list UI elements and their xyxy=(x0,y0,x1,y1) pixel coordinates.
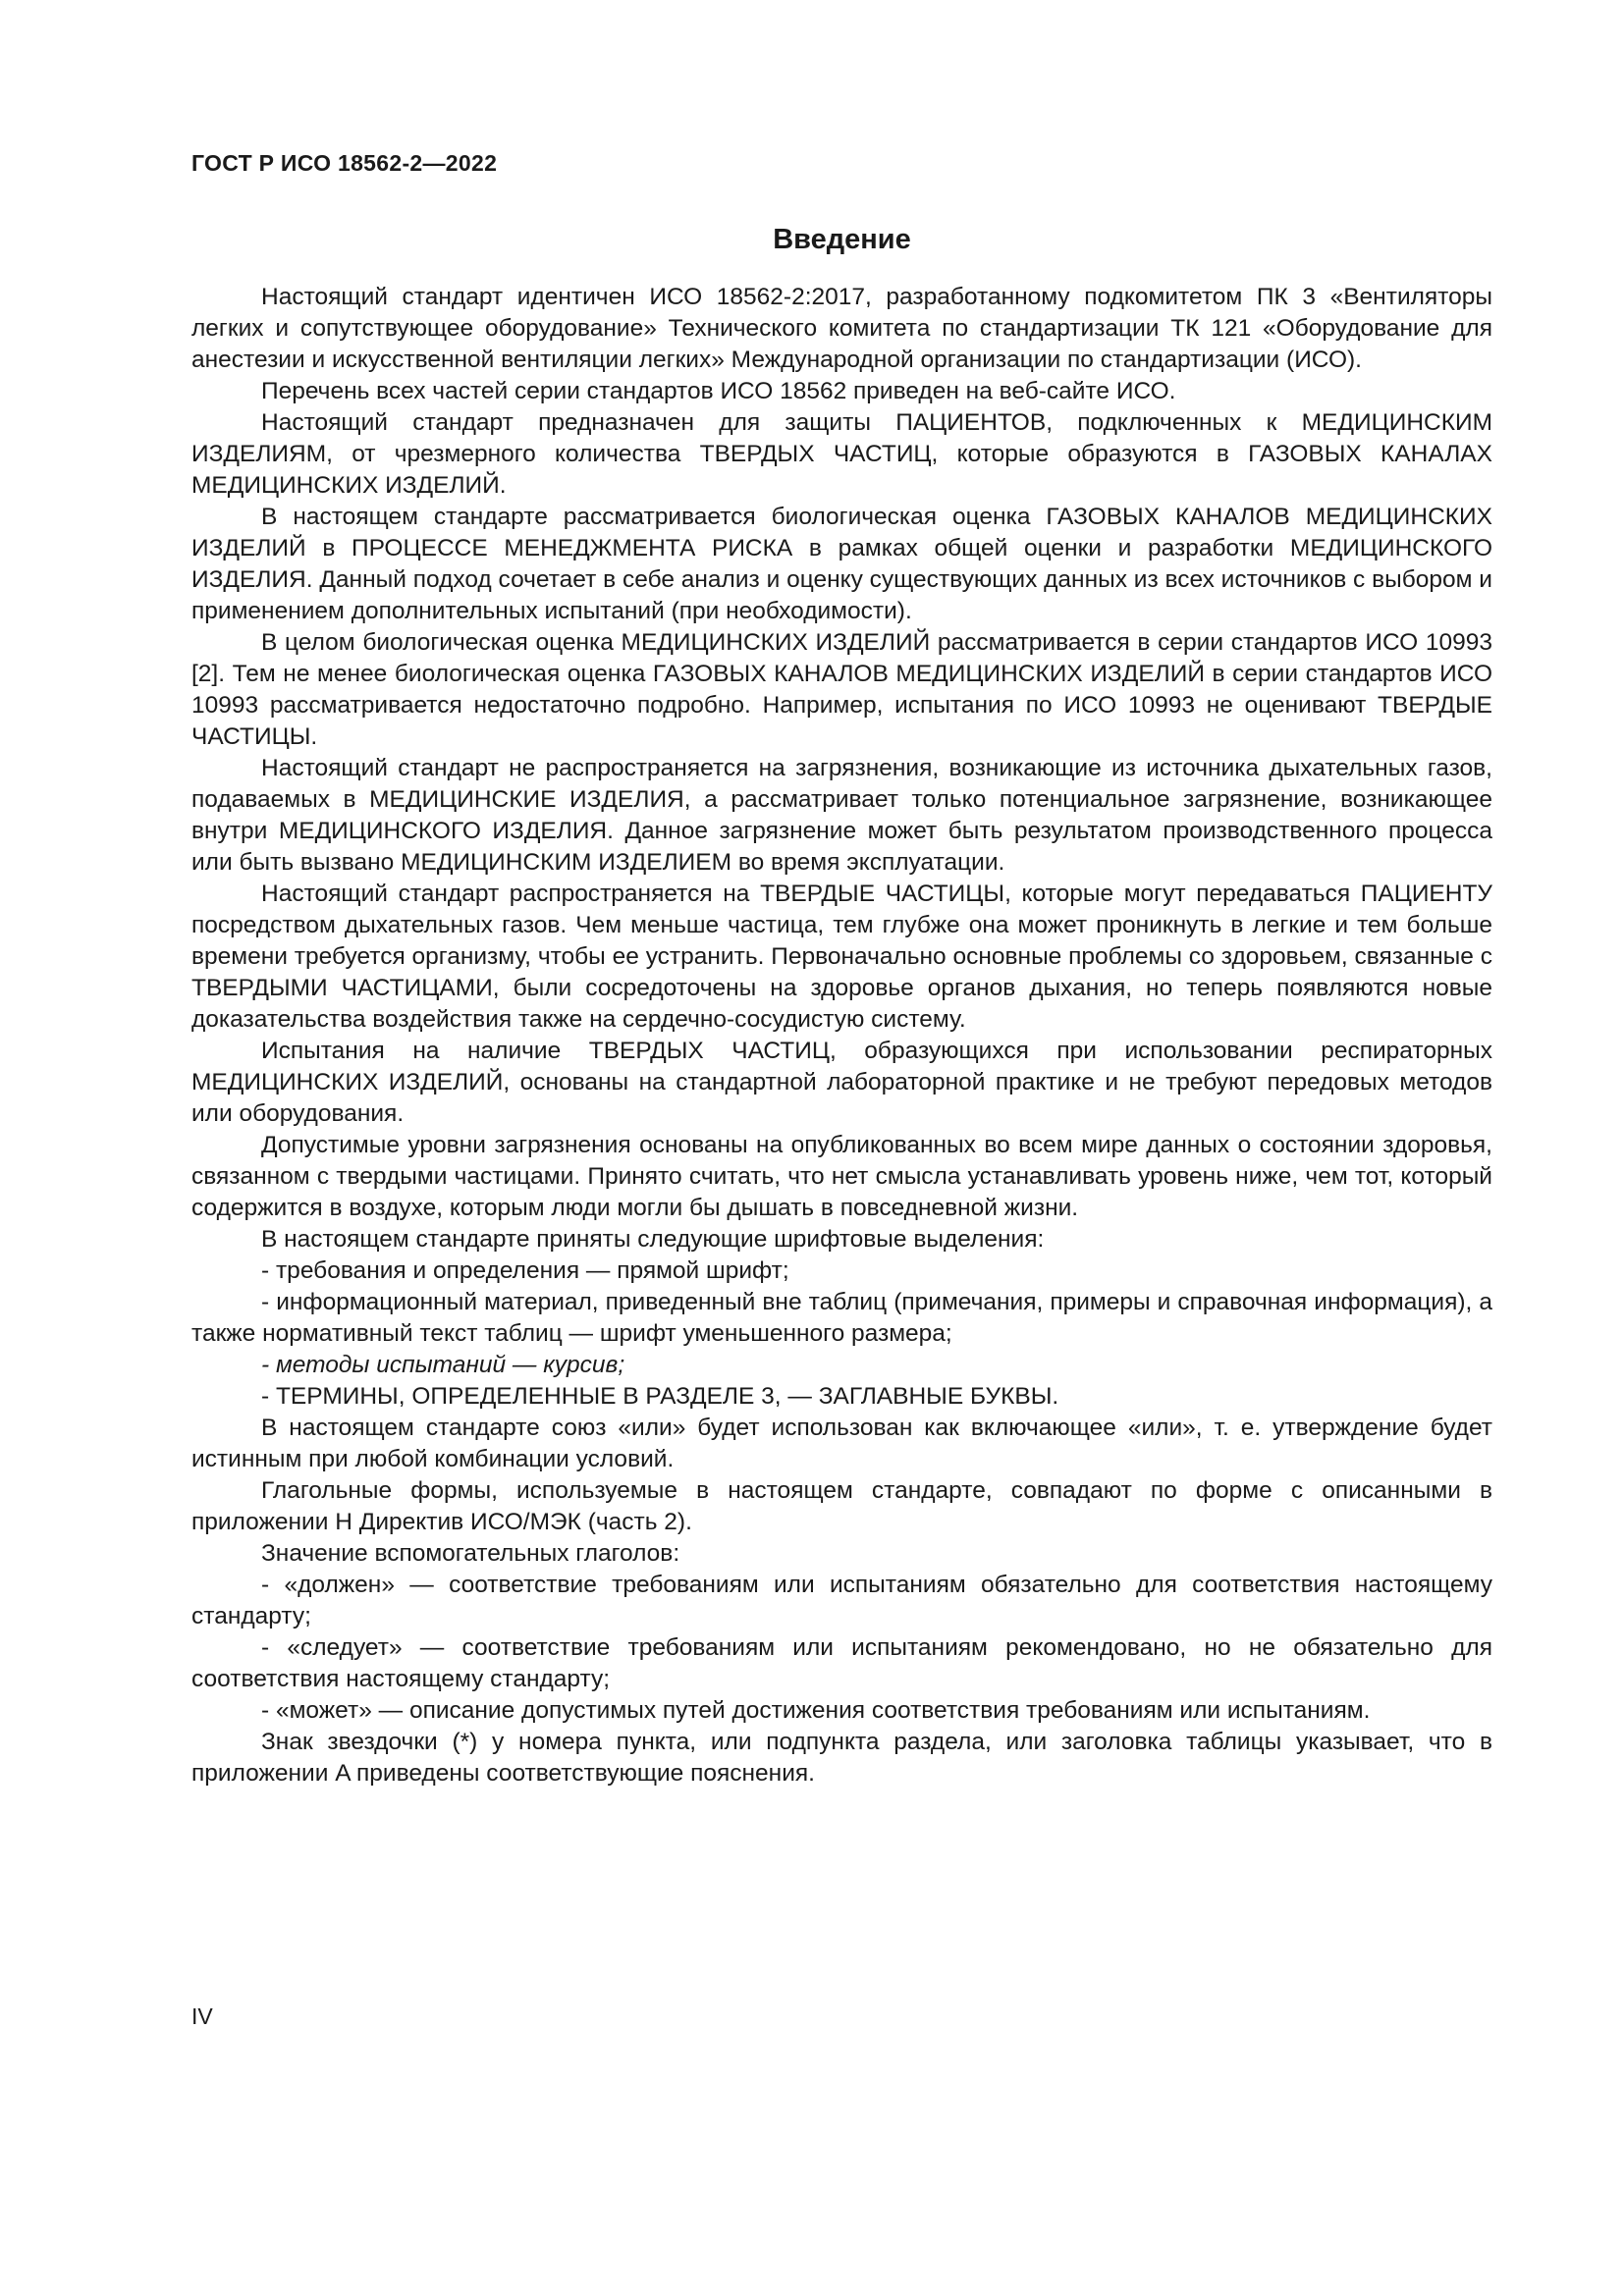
list-item-italic-font: - методы испытаний — курсив; xyxy=(261,1352,625,1378)
paragraph-or-conjunction: В настоящем стандарте союз «или» будет использован как включающее «или», т. е. утверждение будет истинным при любой комбинации условий. xyxy=(191,1415,1492,1472)
paragraph-verbal-forms: Глагольные формы, используемые в настоящем стандарте, совпадают по форме с описанными в приложении H Директив ИСО/МЭК (часть 2). xyxy=(191,1477,1492,1535)
paragraph-particulate-matter: Настоящий стандарт распространяется на ТВЕРДЫЕ ЧАСТИЦЫ, которые могут передаваться ПАЦИЕНТУ посредством дыхательных газов. Чем меньше частица, тем глубже она может проникнуть в легкие и тем больше времени требуется организму, чтобы ее устранить. Первоначально основные проблемы со здоровьем, связанные с ТВЕРДЫМИ ЧАСТИЦАМИ, были сосредоточены на здоровье органов дыхания, но теперь появляются новые доказательства воздействия также на сердечно-сосудистую систему. xyxy=(191,881,1492,1033)
list-item-regular-font: - требования и определения — прямой шрифт; xyxy=(261,1257,789,1284)
introduction-body xyxy=(191,282,1492,1789)
paragraph-testing-practice: Испытания на наличие ТВЕРДЫХ ЧАСТИЦ, образующихся при использовании респираторных МЕДИЦИНСКИХ ИЗДЕЛИЙ, основаны на стандартной лабораторной практике и не требуют передовых методов или оборудования. xyxy=(191,1038,1492,1127)
paragraph-typography-intro: В настоящем стандарте приняты следующие шрифтовые выделения: xyxy=(261,1226,1045,1253)
paragraph-allowable-levels: Допустимые уровни загрязнения основаны на опубликованных во всем мире данных о состоянии здоровья, связанном с твердыми частицами. Принято считать, что нет смысла устанавливать уровень ниже, чем тот, который содержится в воздухе, которым люди могли бы дышать в повседневной жизни. xyxy=(191,1132,1492,1221)
paragraph-series-list: Перечень всех частей серии стандартов ИСО 18562 приведен на веб-сайте ИСО. xyxy=(261,378,1176,404)
paragraph-auxiliary-verbs: Значение вспомогательных глаголов: xyxy=(261,1540,680,1567)
list-item-should: - «следует» — соответствие требованиям или испытаниям рекомендовано, но не обязательно для соответствия настоящему стандарту; xyxy=(191,1634,1492,1692)
paragraph-biological-evaluation: В настоящем стандарте рассматривается биологическая оценка ГАЗОВЫХ КАНАЛОВ МЕДИЦИНСКИХ ИЗДЕЛИЙ в ПРОЦЕССЕ МЕНЕДЖМЕНТА РИСКА в рамках общей оценки и разработки МЕДИЦИНСКОГО ИЗДЕЛИЯ. Данный подход сочетает в себе анализ и оценку существующих данных из всех источников с выбором и применением дополнительных испытаний (при необходимости). xyxy=(191,504,1492,624)
paragraph-purpose: Настоящий стандарт предназначен для защиты ПАЦИЕНТОВ, подключенных к МЕДИЦИНСКИМ ИЗДЕЛИЯМ, от чрезмерного количества ТВЕРДЫХ ЧАСТИЦ, которые образуются в ГАЗОВЫХ КАНАЛАХ МЕДИЦИНСКИХ ИЗДЕЛИЙ. xyxy=(191,409,1492,499)
list-item-shall: - «должен» — соответствие требованиям или испытаниям обязательно для соответствия настоящему стандарту; xyxy=(191,1572,1492,1629)
list-item-small-font: - информационный материал, приведенный вне таблиц (примечания, примеры и справочная информация), а также нормативный текст таблиц — шрифт уменьшенного размера; xyxy=(191,1289,1492,1347)
list-item-capital-letters: - ТЕРМИНЫ, ОПРЕДЕЛЕННЫЕ В РАЗДЕЛЕ 3, — ЗАГЛАВНЫЕ БУКВЫ. xyxy=(261,1383,1059,1410)
list-item-may: - «может» — описание допустимых путей достижения соответствия требованиям или испытаниям. xyxy=(261,1697,1371,1724)
section-title: Введение xyxy=(773,224,911,255)
paragraph-identity: Настоящий стандарт идентичен ИСО 18562-2:2017, разработанному подкомитетом ПК 3 «Вентиляторы легких и сопутствующее оборудование» Технического комитета по стандартизации ТК 121 «Оборудование для анестезии и искусственной вентиляции легких» Международной организации по стандартизации (ИСО). xyxy=(191,284,1492,373)
page-number: IV xyxy=(191,2003,213,2029)
paragraph-contamination-scope: Настоящий стандарт не распространяется на загрязнения, возникающие из источника дыхательных газов, подаваемых в МЕДИЦИНСКИЕ ИЗДЕЛИЯ, а рассматривает только потенциальное загрязнение, возникающее внутри МЕДИЦИНСКОГО ИЗДЕЛИЯ. Данное загрязнение может быть результатом производственного процесса или быть вызвано МЕДИЦИНСКИМ ИЗДЕЛИЕМ во время эксплуатации. xyxy=(191,755,1492,876)
paragraph-iso-10993: В целом биологическая оценка МЕДИЦИНСКИХ ИЗДЕЛИЙ рассматривается в серии стандартов ИСО 10993 [2]. Тем не менее биологическая оценка ГАЗОВЫХ КАНАЛОВ МЕДИЦИНСКИХ ИЗДЕЛИЙ в серии стандартов ИСО 10993 рассматривается недостаточно подробно. Например, испытания по ИСО 10993 не оценивают ТВЕРДЫЕ ЧАСТИЦЫ. xyxy=(191,629,1492,750)
document-code-header: ГОСТ Р ИСО 18562-2—2022 xyxy=(191,150,498,176)
paragraph-asterisk: Знак звездочки (*) у номера пункта, или подпункта раздела, или заголовка таблицы указывает, что в приложении A приведены соответствующие пояснения. xyxy=(191,1729,1492,1787)
